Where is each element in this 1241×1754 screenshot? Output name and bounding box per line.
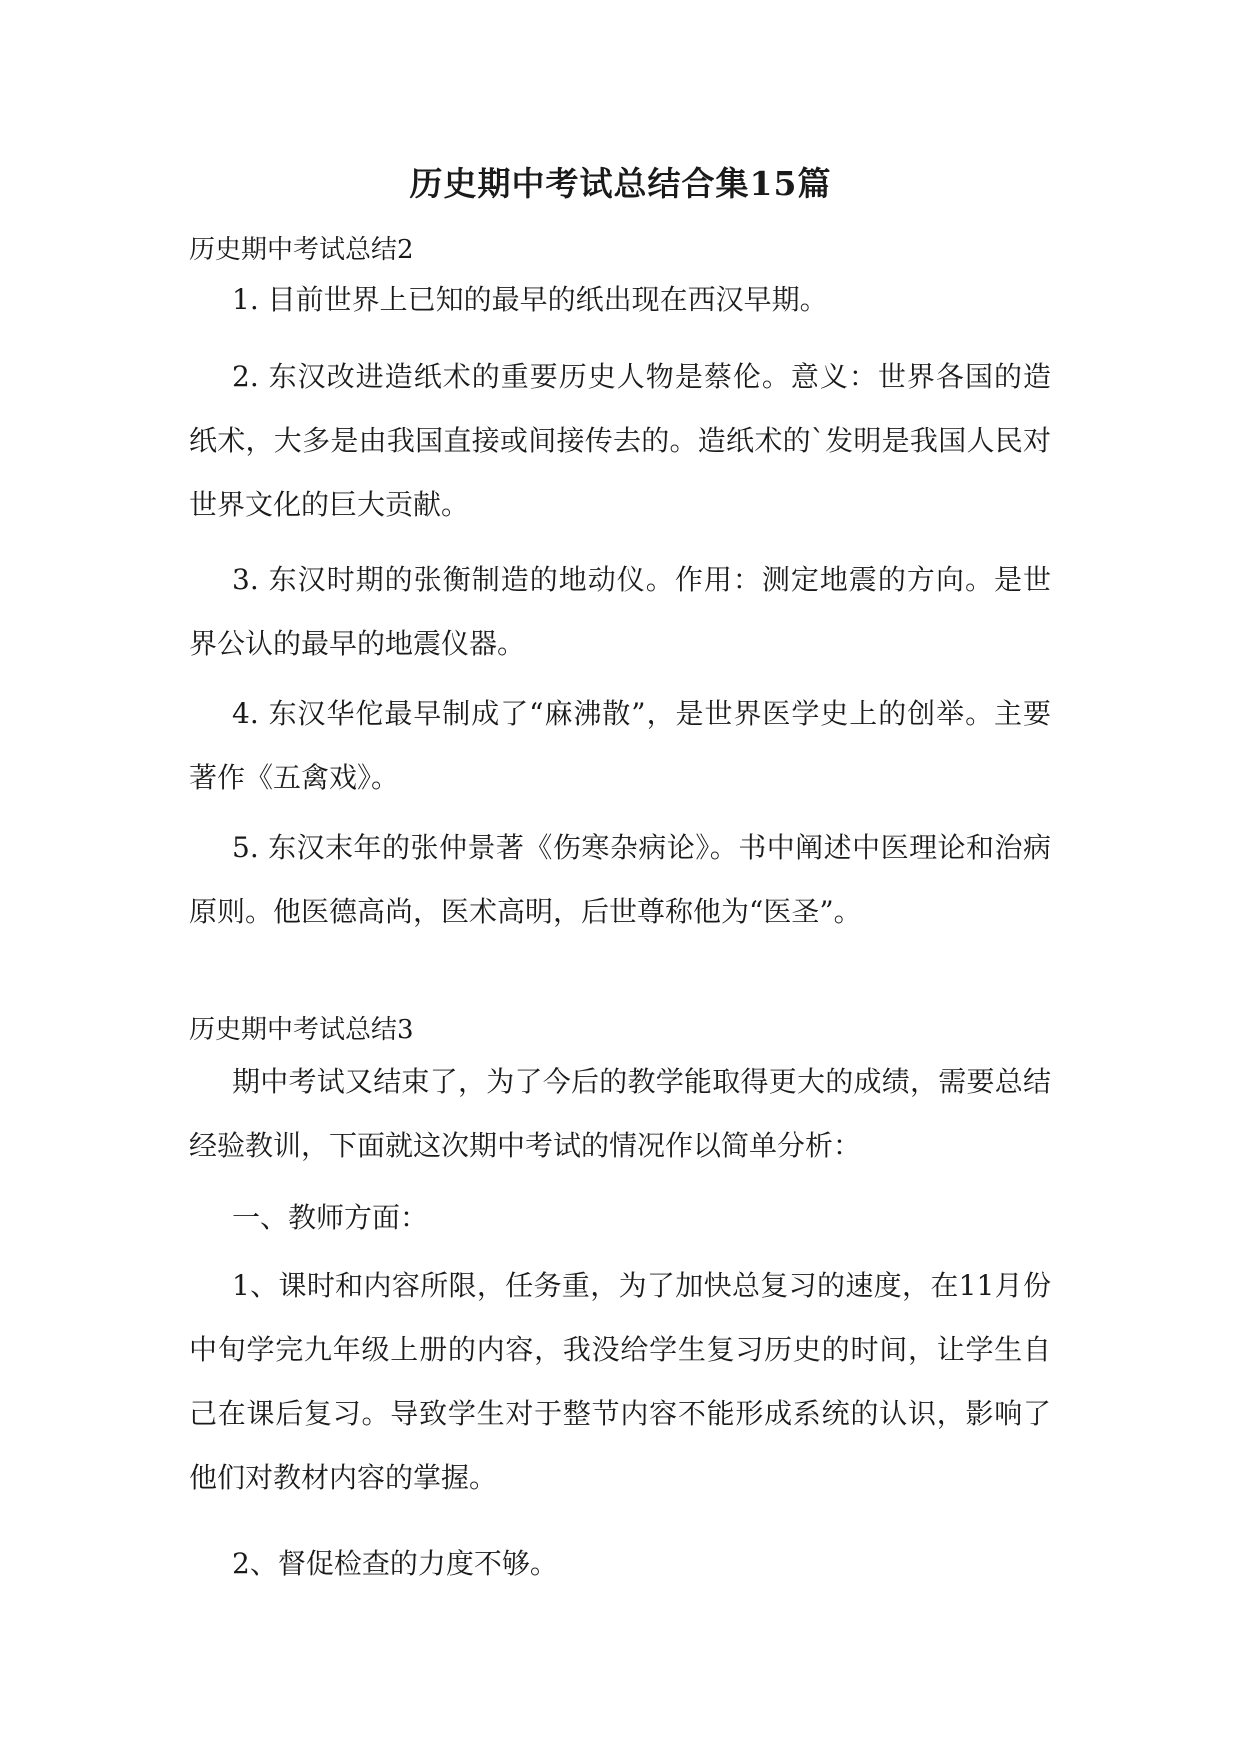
- section-heading-2: 历史期中考试总结2: [189, 235, 414, 265]
- paragraph-3-3: 1、课时和内容所限，任务重，为了加快总复习的速度，在11月份中旬学完九年级上册的内容，我没给学生复习历史的时间，让学生自己在课后复习。导致学生对于整节内容不能形成系统的认识，影响了他们对教材内容的掌握。: [189, 1269, 1051, 1494]
- paragraph-3-1: 期中考试又结束了，为了今后的教学能取得更大的成绩，需要总结经验教训，下面就这次期中考试的情况作以简单分析：: [189, 1065, 1051, 1162]
- paragraph-3-4: 2、督促检查的力度不够。: [232, 1547, 558, 1580]
- paragraph-2-1: 1. 目前世界上已知的最早的纸出现在西汉早期。: [232, 283, 828, 316]
- document-title: 历史期中考试总结合集15篇: [409, 164, 832, 203]
- paragraph-2-2: 2. 东汉改进造纸术的重要历史人物是蔡伦。意义：世界各国的造纸术，大多是由我国直接或间接传去的。造纸术的`发明是我国人民对世界文化的巨大贡献。: [189, 360, 1051, 521]
- paragraph-2-3: 3. 东汉时期的张衡制造的地动仪。作用：测定地震的方向。是世界公认的最早的地震仪器。: [189, 563, 1051, 660]
- paragraph-3-2: 一、教师方面：: [232, 1201, 429, 1234]
- paragraph-2-4: 4. 东汉华佗最早制成了“麻沸散”，是世界医学史上的创举。主要著作《五禽戏》。: [189, 697, 1051, 794]
- section-heading-3: 历史期中考试总结3: [189, 1015, 414, 1045]
- paragraph-2-5: 5. 东汉末年的张仲景著《伤寒杂病论》。书中阐述中医理论和治病原则。他医德高尚，医术高明，后世尊称他为“医圣”。: [189, 831, 1051, 928]
